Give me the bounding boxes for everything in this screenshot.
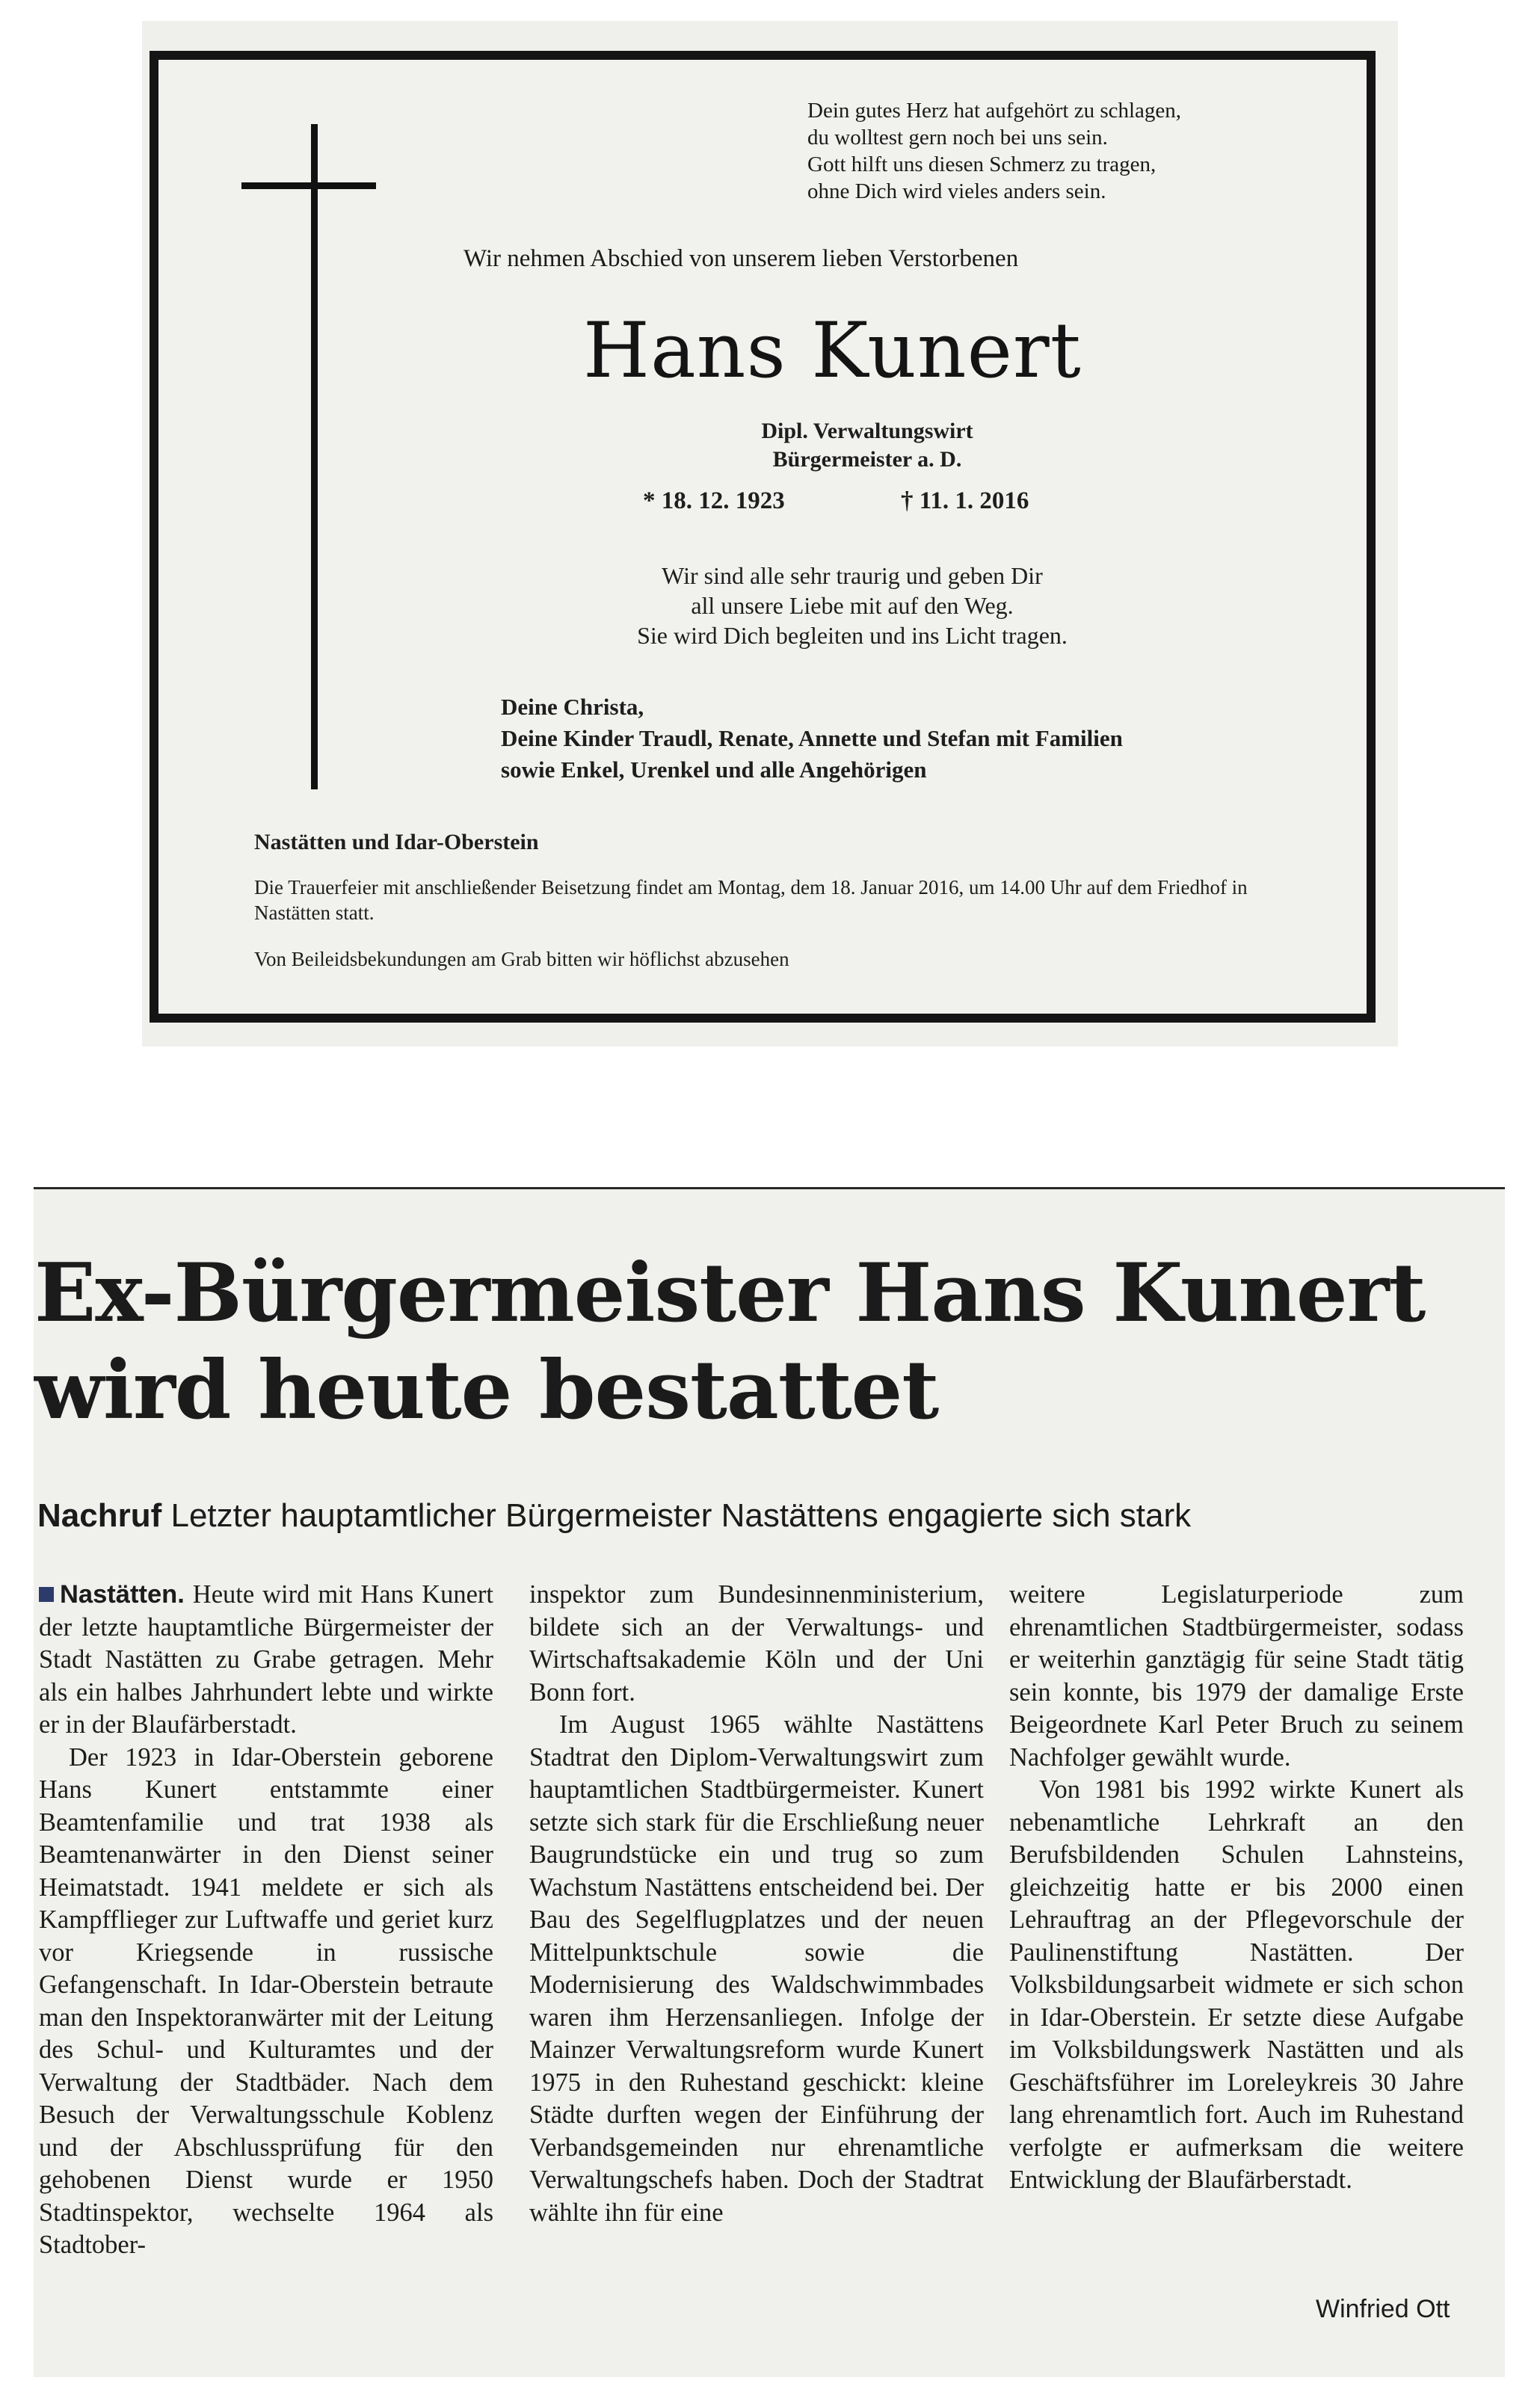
poem-line: Dein gutes Herz hat aufgehört zu schlagen, bbox=[807, 99, 1182, 123]
verse-line: Wir sind alle sehr traurig und geben Dir bbox=[662, 562, 1043, 589]
mourners-list bbox=[501, 691, 1323, 786]
article-paragraph: Der 1923 in Idar-Oberstein geborene Hans Kunert entstammte einer Beamtenfamilie und trat 1938 als Beamtenanwärter in den Dienst seiner Heimatstadt. 1941 meldete er sich als Kampfflieger zur Luftwaffe und geriet kurz vor Kriegsende in russische Gefangenschaft. In Idar-Oberstein betraute man den Inspektoranwärter mit der Leitung des Schul- und Kulturamtes und der Verwaltung der Stadtbäder. Nach dem Besuch der Verwaltungsschule Koblenz und der Abschlussprüfung für den gehobenen Dienst wurde er 1950 Stadtinspektor, wechselte 1964 als Stadtober- bbox=[39, 1742, 493, 2259]
article-kicker: Nachruf bbox=[37, 1497, 162, 1534]
article-paragraph: weitere Legislaturperiode zum ehrenamtlichen Stadtbürgermeister, sodass er weiterhin ganztägig für seine Stadt tätig sein konnte, bis 1979 der damalige Erste Beigeordnete Karl Peter Bruch zu seinem Nachfolger gewählt wurde. bbox=[1009, 1580, 1464, 1772]
notice-intro: Wir nehmen Abschied von unserem lieben Verstorbenen bbox=[463, 245, 1019, 272]
article-column-2 bbox=[529, 1579, 984, 2229]
deceased-name: Hans Kunert bbox=[583, 306, 1082, 395]
article-column-1 bbox=[39, 1579, 493, 2262]
title-line: Bürgermeister a. D. bbox=[772, 447, 962, 472]
condolence-request: Von Beileidsbekundungen am Grab bitten wir höflichst abzusehen bbox=[254, 948, 789, 970]
headline-line: wird heute bestattet bbox=[34, 1343, 939, 1437]
mourners-line: sowie Enkel, Urenkel und alle Angehörigen bbox=[501, 756, 927, 783]
verse-line: all unsere Liebe mit auf den Weg. bbox=[691, 592, 1014, 619]
article-paragraph: Im August 1965 wählte Nastättens Stadtrat den Diplom-Verwaltungswirt zum hauptamtlichen Stadtbürgermeister. Kunert setzte sich stark für die Erschließung neuer Baugrundstücke ein und trug so zum Wachstum Nastättens entscheidend bei. Der Bau des Segelflugplatzes und der neuen Mittelpunktschule sowie die Modernisierung des Waldschwimmbades waren ihm Herzensanliegen. Infolge der Mainzer Verwaltungsreform wurde Kunert 1975 in den Ruhestand geschickt: kleine Städte durften wegen der Einführung der Verbandsgemeinden nur ehrenamtliche Verwaltungschefs haben. Doch der Stadtrat wählte ihn für eine bbox=[529, 1710, 984, 2227]
poem-line: Gott hilft uns diesen Schmerz zu tragen, bbox=[807, 152, 1156, 176]
article-paragraph: Von 1981 bis 1992 wirkte Kunert als nebenamtliche Lehrkraft an den Berufsbildenden Schulen Lahnsteins, gleichzeitig hatte er bis 2000 einen Lehrauftrag an der Pflegevorschule der Paulinenstiftung Nastätten. Der Volksbildungsarbeit widmete er sich schon in Idar-Oberstein. Er setzte diese Aufgabe im Volksbildungswerk Nastätten und als Geschäftsführer im Loreleykreis 30 Jahre lang ehrenamtlich fort. Auch im Ruhestand verfolgte er aufmerksam die weitere Entwicklung der Blaufärberstadt. bbox=[1009, 1775, 1464, 2194]
poem-line: du wolltest gern noch bei uns sein. bbox=[807, 126, 1108, 150]
notice-place: Nastätten und Idar-Oberstein bbox=[254, 830, 539, 854]
title-line: Dipl. Verwaltungswirt bbox=[761, 419, 973, 443]
deceased-titles bbox=[703, 417, 1032, 474]
notice-poem bbox=[807, 97, 1331, 205]
article-headline bbox=[34, 1245, 1455, 1439]
article-column-3 bbox=[1009, 1579, 1464, 2197]
funeral-info: Die Trauerfeier mit anschließender Beisetzung findet am Montag, dem 18. Januar 2016, um 14.00 Uhr auf dem Friedhof in Nastätten statt. bbox=[254, 876, 1248, 924]
notice-verse bbox=[553, 561, 1151, 650]
dateline-square-icon bbox=[39, 1587, 54, 1602]
article-subline bbox=[37, 1497, 1458, 1535]
birth-date: * 18. 12. 1923 bbox=[643, 487, 785, 514]
mourners-line: Deine Christa, bbox=[501, 694, 644, 720]
paragraph-text: Heute wird mit Hans Kunert der letzte hauptamtliche Bürgermeister der Stadt Nastätten zu Grabe getragen. Mehr als ein halbes Jahrhundert lebte und wirkte er in der Blaufärberstadt. bbox=[39, 1580, 494, 1739]
death-date: † 11. 1. 2016 bbox=[901, 487, 1029, 514]
article-author: Winfried Ott bbox=[1316, 2295, 1450, 2323]
headline-line: Ex-Bürgermeister Hans Kunert bbox=[34, 1246, 1426, 1340]
poem-line: ohne Dich wird vieles anders sein. bbox=[807, 179, 1106, 203]
mourners-line: Deine Kinder Traudl, Renate, Annette und Stefan mit Familien bbox=[501, 725, 1123, 751]
article-subheadline: Letzter hauptamtlicher Bürgermeister Nastättens engagierte sich stark bbox=[170, 1497, 1192, 1534]
article-top-rule bbox=[34, 1187, 1505, 1189]
article-paragraph bbox=[39, 1579, 493, 1742]
article-paragraph: inspektor zum Bundesinnenministerium, bildete sich an der Verwaltungs- und Wirtschaftsakademie Köln und der Uni Bonn fort. bbox=[529, 1580, 984, 1707]
cross-icon bbox=[311, 124, 318, 789]
cross-icon-bar bbox=[241, 182, 376, 189]
verse-line: Sie wird Dich begleiten und ins Licht tragen. bbox=[637, 622, 1068, 649]
article-dateline: Nastätten. bbox=[60, 1580, 185, 1609]
